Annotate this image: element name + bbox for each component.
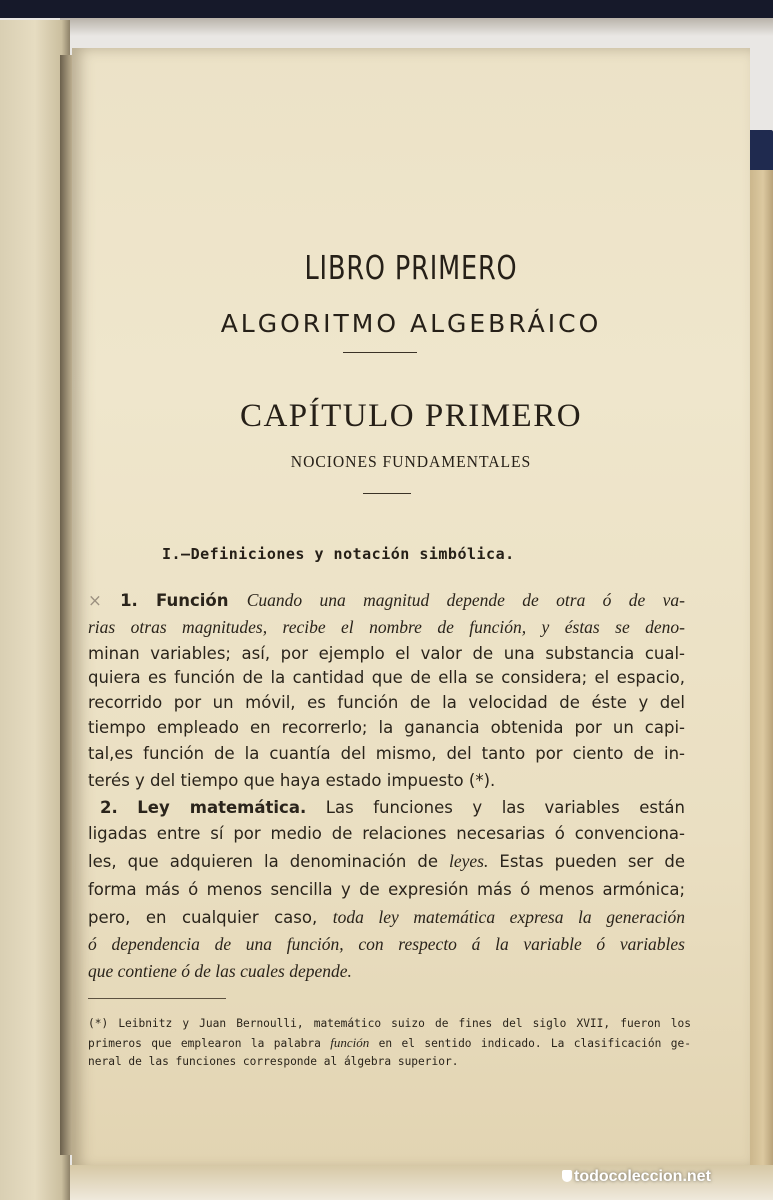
paragraph-2-line: [88, 934, 685, 955]
paragraph-2-line: [88, 907, 685, 928]
paragraph-text: tiempo empleado en recorrerlo; la ganancia obtenida por un capi-: [88, 718, 685, 737]
paragraph-2-line: [88, 851, 685, 872]
paragraph-term: Función: [156, 591, 229, 610]
paragraph-text: Las funciones y las variables están: [325, 798, 685, 817]
section-heading: I.—Definiciones y notación simbólica.: [162, 545, 515, 563]
book-subtitle: ALGORITMO ALGEBRÁICO: [220, 309, 602, 338]
paragraph-2-line: [88, 824, 685, 844]
background-top-edge: [0, 0, 773, 18]
footnote-divider: [88, 998, 226, 999]
paragraph-text: rias otras magnitudes, recibe el nombre de función, y éstas se deno-: [88, 617, 685, 637]
paragraph-text: minan variables; así, por ejemplo el valor de una substancia cual-: [88, 644, 685, 663]
paragraph-text: Estas pueden ser de: [499, 852, 685, 871]
paragraph-text: tal,es función de la cuantía del mismo, del tanto por ciento de in-: [88, 744, 685, 763]
paragraph-text: terés y del tiempo que haya estado impuesto (*).: [88, 771, 496, 790]
paragraph-text: forma más ó menos sencilla y de expresión más ó menos armónica;: [88, 880, 685, 899]
title-divider: [343, 352, 417, 353]
background-shadow: [60, 18, 773, 36]
paragraph-1-line: [88, 644, 685, 664]
paragraph-text-italic: ó dependencia de una función, con respecto á la variable ó variables: [88, 934, 685, 954]
paragraph-number: 2.: [100, 798, 118, 817]
paragraph-number: 1.: [120, 591, 138, 610]
paragraph-term: Ley matemática.: [137, 798, 307, 817]
footnote-text: primeros que emplearon la palabra: [88, 1037, 321, 1050]
page-stack-edge: [748, 170, 773, 1170]
paragraph-text-italic: toda ley matemática expresa la generación: [332, 907, 685, 927]
paragraph-text: quiera es función de la cantidad que de ella se considera; el espacio,: [88, 668, 685, 687]
watermark-text: todocoleccion.net: [574, 1168, 711, 1185]
paragraph-text: les, que adquieren la denominación de: [88, 852, 438, 871]
paragraph-1-line: [88, 617, 685, 638]
paragraph-text: recorrido por un móvil, es función de la velocidad de éste y del: [88, 693, 685, 712]
footnote-line: [88, 1035, 691, 1052]
paragraph-text-italic: leyes.: [449, 851, 489, 871]
footnote-text: (*) Leibnitz y Juan Bernoulli, matemático suizo de fines del siglo XVII, fueron los: [88, 1017, 691, 1030]
paragraph-text: Cuando una magnitud depende de otra ó de va-: [246, 590, 686, 610]
paragraph-1-line: [88, 590, 685, 611]
pencil-mark: ×: [88, 591, 102, 610]
paragraph-text: ligadas entre sí por medio de relaciones necesarias ó convenciona-: [88, 824, 685, 843]
paragraph-2-line: [100, 798, 685, 818]
paragraph-text-italic: que contiene ó de las cuales depende.: [88, 961, 352, 981]
paragraph-text: pero, en cualquier caso,: [88, 908, 318, 927]
paragraph-1-line: [88, 718, 685, 738]
paragraph-1-line: [88, 668, 685, 688]
footnote-line: [88, 1016, 691, 1032]
chapter-title: CAPÍTULO PRIMERO: [239, 398, 583, 434]
footnote-line: [88, 1054, 691, 1070]
paragraph-1-line: [88, 744, 685, 764]
footnote-text: neral de las funciones corresponde al álgebra superior.: [88, 1055, 459, 1068]
watermark: [562, 1168, 711, 1186]
paragraph-2-line: [88, 880, 685, 900]
chapter-divider: [363, 493, 411, 494]
chapter-subtitle: NOCIONES FUNDAMENTALES: [290, 452, 532, 471]
book-title: LIBRO PRIMERO: [304, 248, 518, 287]
watermark-logo-icon: [562, 1170, 572, 1182]
paragraph-1-line: [88, 693, 685, 713]
paragraph-2-line: [88, 961, 685, 982]
paragraph-1-line: [88, 771, 685, 791]
footnote-text: en el sentido indicado. La clasificación ge-: [378, 1037, 691, 1050]
footnote-text-italic: función: [330, 1035, 370, 1050]
